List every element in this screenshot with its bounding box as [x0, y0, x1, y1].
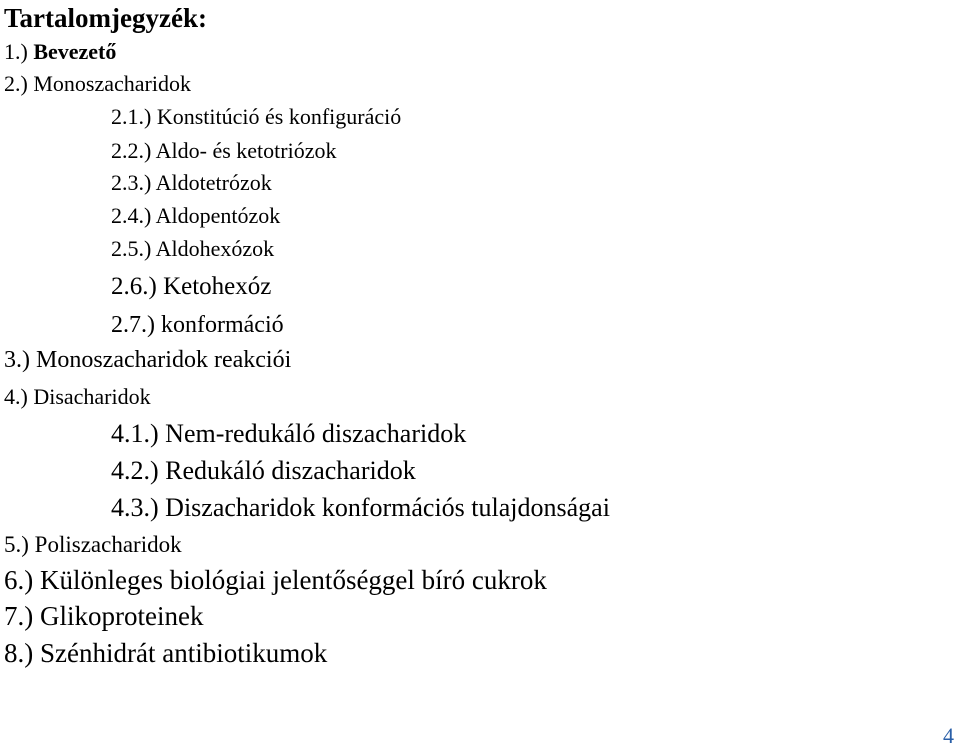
toc-entry-text: Aldo- és ketotriózok — [155, 138, 337, 163]
toc-entry-5 — [4, 530, 182, 559]
toc-entry-2-7 — [111, 310, 284, 340]
toc-entry-4 — [4, 383, 151, 411]
toc-entry-text: Nem-redukáló diszacharidok — [165, 419, 467, 448]
toc-entry-number: 8.) — [4, 638, 34, 668]
toc-entry-text: Disacharidok — [33, 384, 151, 409]
toc-entry-text: Diszacharidok konformációs tulajdonságai — [165, 493, 610, 522]
toc-entry-text: Konstitúció és konfiguráció — [156, 104, 402, 129]
toc-entry-number: 4.2.) — [111, 456, 159, 485]
toc-entry-text: Monoszacharidok — [33, 71, 191, 96]
toc-entry-3 — [4, 345, 291, 375]
toc-entry-2-6 — [111, 272, 271, 302]
toc-entry-text: Redukáló diszacharidok — [165, 456, 416, 485]
toc-entry-text: Bevezető — [33, 39, 117, 64]
toc-entry-4-1 — [111, 418, 466, 450]
toc-entry-8 — [4, 637, 327, 670]
toc-entry-number: 2.4.) — [111, 203, 152, 228]
toc-entry-number: 5.) — [4, 532, 29, 557]
toc-entry-number: 2.5.) — [111, 236, 152, 261]
toc-entry-text: Monoszacharidok reakciói — [36, 347, 292, 373]
toc-entry-text: Szénhidrát antibiotikumok — [40, 638, 328, 668]
toc-entry-number: 7.) — [4, 601, 34, 631]
toc-entry-number: 2.7.) — [111, 312, 155, 338]
toc-entry-text: Aldotetrózok — [155, 170, 272, 195]
toc-entry-2 — [4, 70, 191, 98]
toc-entry-1 — [4, 38, 116, 66]
toc-title: Tartalomjegyzék: — [4, 3, 207, 33]
toc-entry-text: Ketohexóz — [163, 273, 272, 300]
toc-entry-2-4 — [111, 202, 280, 230]
toc-entry-number: 4.) — [4, 384, 28, 409]
toc-entry-2-1 — [111, 103, 401, 131]
toc-entry-text: konformáció — [161, 312, 284, 338]
toc-entry-text: Poliszacharidok — [34, 532, 182, 557]
toc-entry-number: 2.3.) — [111, 170, 152, 195]
toc-entry-text: Különleges biológiai jelentőséggel bíró cukrok — [40, 565, 547, 595]
toc-entry-6 — [4, 564, 547, 597]
toc-entry-2-5 — [111, 235, 274, 263]
toc-entry-number: 4.3.) — [111, 493, 159, 522]
toc-entry-number: 4.1.) — [111, 419, 159, 448]
toc-entry-number: 2.) — [4, 71, 28, 96]
toc-entry-7 — [4, 600, 203, 633]
toc-entry-number: 2.2.) — [111, 138, 152, 163]
toc-entry-4-2 — [111, 455, 416, 487]
toc-entry-number: 2.6.) — [111, 273, 157, 300]
toc-entry-text: Aldohexózok — [155, 236, 275, 261]
toc-entry-2-3 — [111, 169, 272, 197]
toc-entry-2-2 — [111, 137, 336, 165]
toc-entry-4-3 — [111, 492, 610, 524]
toc-entry-number: 1.) — [4, 39, 28, 64]
page-number: 4 — [943, 723, 954, 748]
toc-entry-number: 2.1.) — [111, 104, 152, 129]
toc-entry-number: 6.) — [4, 565, 34, 595]
toc-entry-text: Aldopentózok — [155, 203, 281, 228]
toc-entry-number: 3.) — [4, 347, 30, 373]
toc-entry-text: Glikoproteinek — [40, 601, 204, 631]
